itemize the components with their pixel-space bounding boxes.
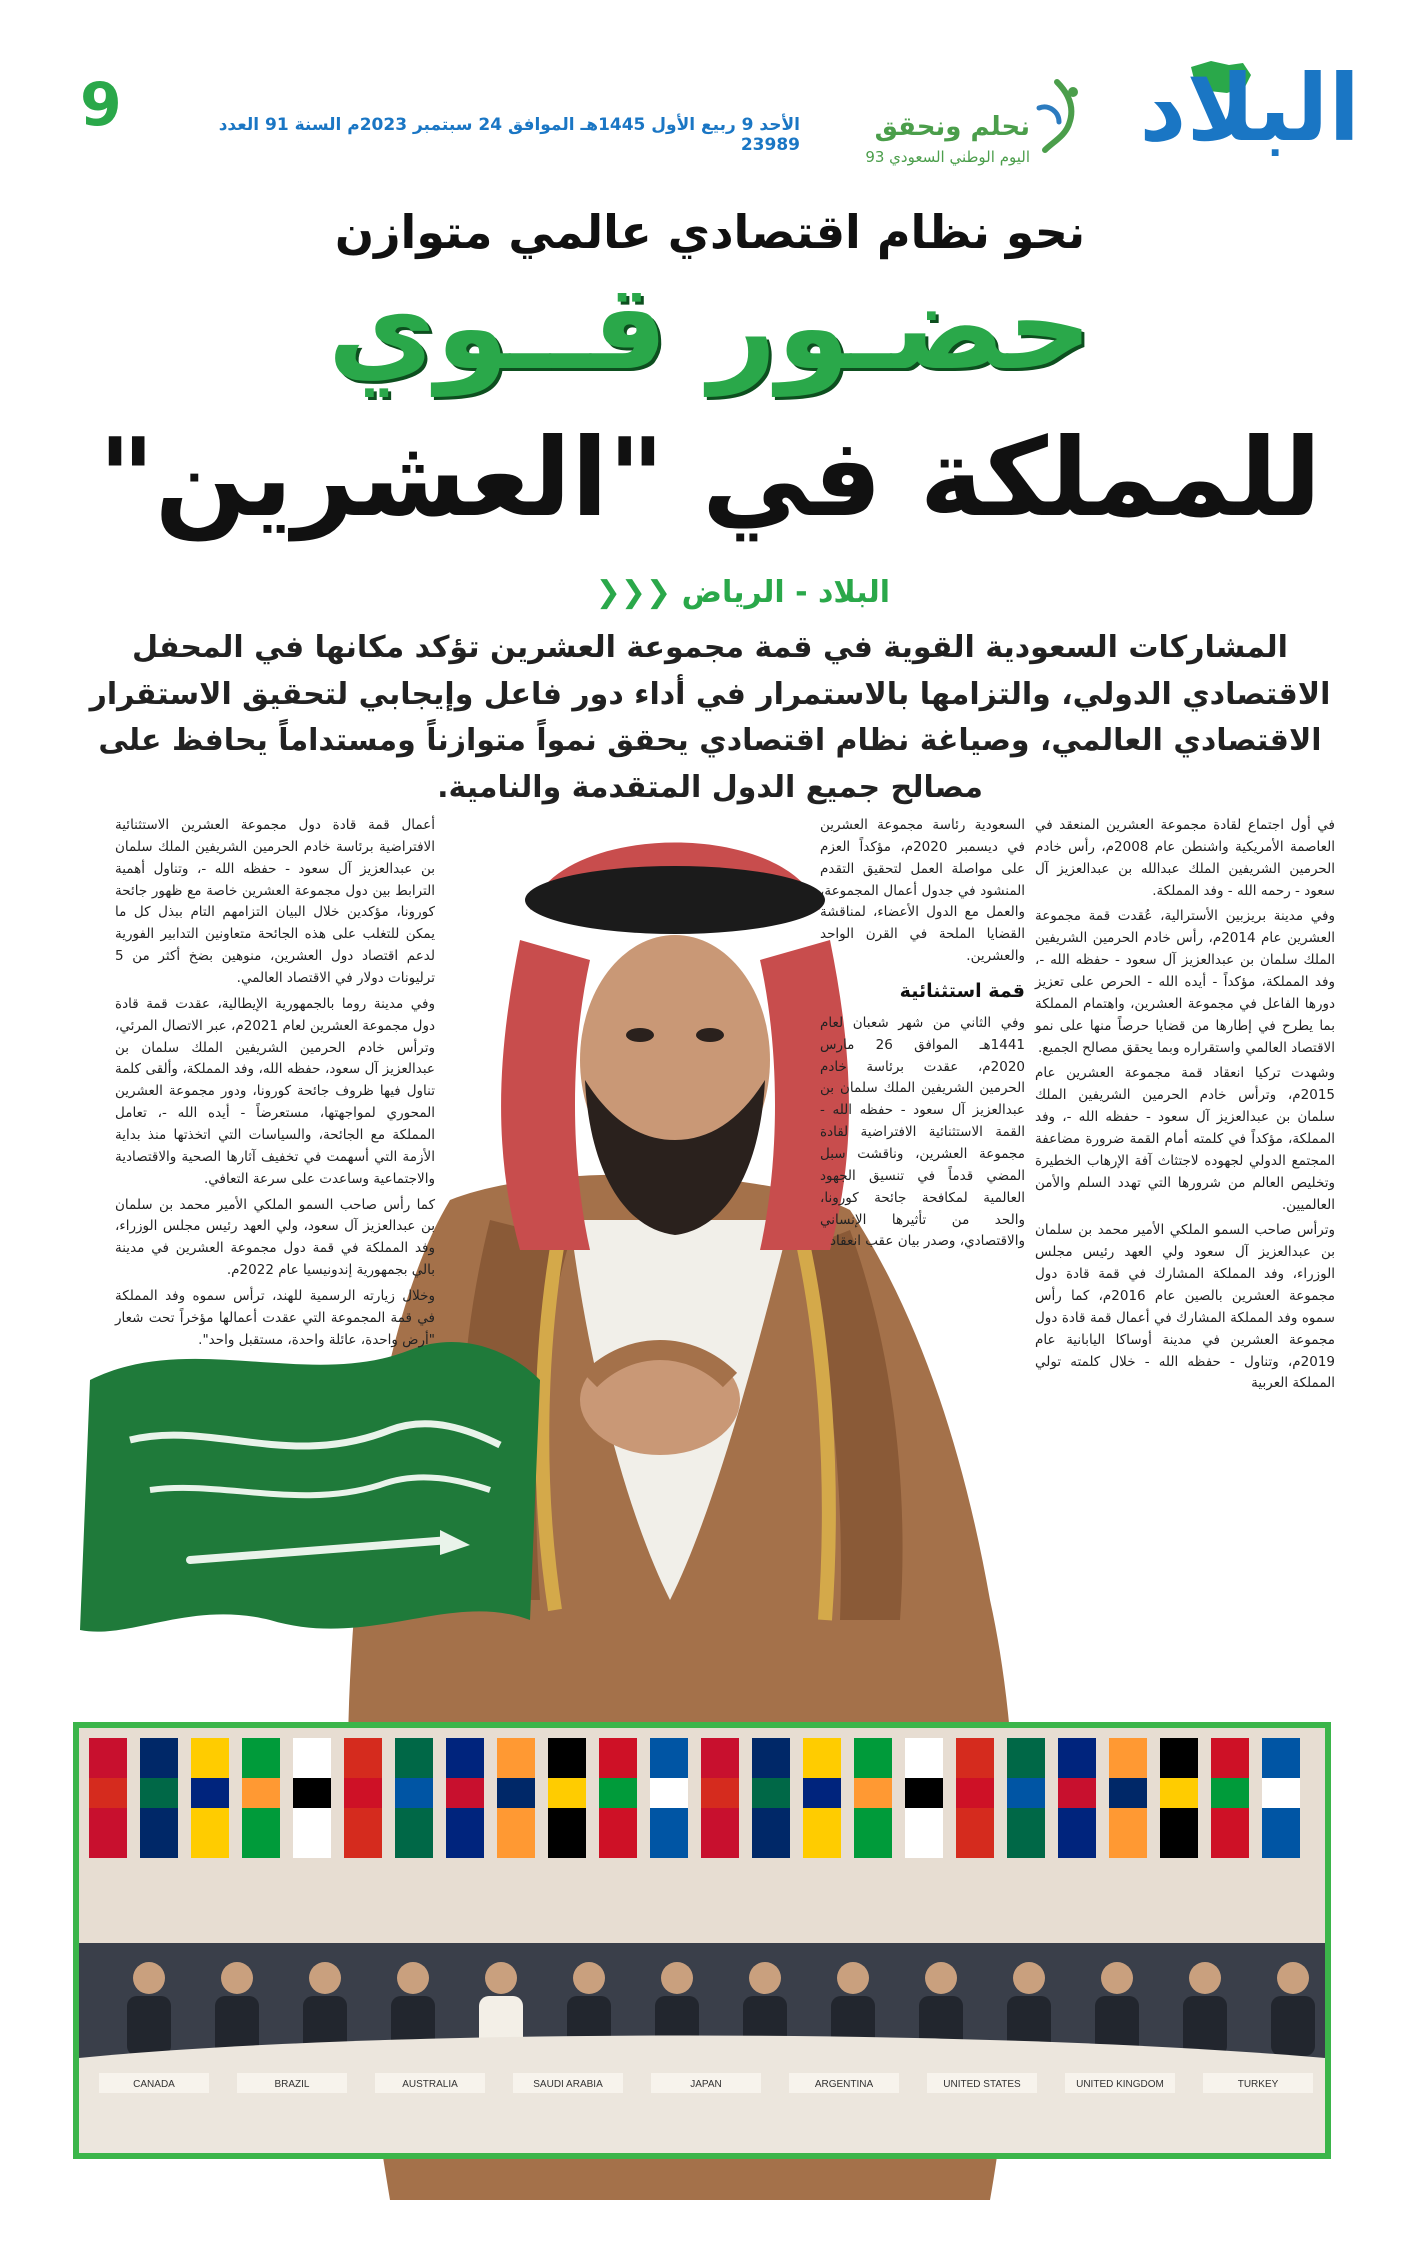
page-number: 9	[80, 70, 122, 140]
country-placard-label: SAUDI ARABIA	[533, 2079, 603, 2090]
background-flag-stripe	[497, 1778, 535, 1808]
country-placard-label: UNITED KINGDOM	[1076, 2079, 1164, 2090]
background-flag-stripe	[1058, 1778, 1096, 1808]
paragraph: وفي مدينة روما بالجمهورية الإيطالية، عقدت قمة قادة دول مجموعة العشرين لعام 2021م، عبر الاتصال المرئي، وترأس خادم الحرمين الشريفين الملك سلمان بن عبدالعزيز آل سعود، حفظه الله، وفد المملكة، وألقى كلمة تناول فيها ظروف جائحة كورونا، ودور مجموعة العشرين المحوري لمواجهتها، مستعرضاً - أيده الله -، تعامل المملكة مع الجائحة، والسياسات التي اتخذتها منذ بداية الأزمة التي أسهمت في تخفيف آثارها الصحية والاقتصادية والاجتماعية وساعدت على سرعة التعافي.	[115, 995, 435, 1187]
country-placard	[651, 2073, 761, 2093]
delegate-head	[749, 1962, 781, 1994]
article-column-left	[115, 815, 435, 1356]
background-flag-stripe	[344, 1778, 382, 1808]
paragraph: وشهدت تركيا انعقاد قمة مجموعة العشرين عام 2015م، وترأس خادم الحرمين الشريفين الملك سلمان بن عبدالعزيز آل سعود - حفظه الله -، وفد المملكة، مؤكداً في كلمته أمام القمة ضرورة مضاعفة المجتمع الدولي لجهوده لاجتثاث آفة الإرهاب الخطيرة وتخليص العالم من شرورها التي تهدد السلم والأمن العالميين.	[1035, 1065, 1335, 1213]
paragraph: وفي الثاني من شهر شعبان لعام 1441هـ الموافق 26 مارس 2020م، عقدت برئاسة خادم الحرمين الشريفين الملك سلمان بن عبدالعزيز آل سعود - حفظه الله - القمة الاستثنائية الافتراضية لقادة مجموعة العشرين، وناقشت سبل المضي قدماً في تنسيق الجهود العالمية لمكافحة جائحة كورونا، والحد من تأثيرها الإنساني والاقتصادي، وصدر بيان عقب انعقاد	[820, 1014, 1025, 1250]
delegate-head	[1013, 1962, 1045, 1994]
background-flag-stripe	[1262, 1778, 1300, 1808]
background-flag-stripe	[1007, 1778, 1045, 1808]
article-column-middle	[820, 815, 1025, 1257]
lead-paragraph: المشاركات السعودية القوية في قمة مجموعة العشرين تؤكد مكانها في المحفل الاقتصادي الدولي، والتزامها بالاستمرار في أداء دور فاعل وإيجابي لتحقيق الاستقرار الاقتصادي العالمي، وصياغة نظام اقتصادي يحقق نمواً متوازناً ومستداماً يحافظ على مصالح جميع الدول المتقدمة والنامية.	[89, 630, 1331, 805]
country-placard	[513, 2073, 623, 2093]
delegate-head	[221, 1962, 253, 1994]
background-flag-stripe	[599, 1778, 637, 1808]
background-flag-stripe	[446, 1778, 484, 1808]
headline-main: حضـور قــوي	[327, 258, 1093, 396]
country-placard	[1203, 2073, 1313, 2093]
delegate-head	[309, 1962, 341, 1994]
country-placard	[375, 2073, 485, 2093]
paragraph: السعودية رئاسة مجموعة العشرين في ديسمبر 2020م، مؤكداً العزم على مواصلة العمل لتحقيق التقدم المنشود في جدول أعمال المجموعة، والعمل مع الدول الأعضاء، لمناقشة القضايا الملحة في القرن الواحد والعشرين.	[820, 817, 1025, 965]
background-flag-stripe	[752, 1778, 790, 1808]
country-placard-label: BRAZIL	[274, 2079, 310, 2090]
country-placard-label: ARGENTINA	[814, 2079, 874, 2090]
summit-scene	[79, 1728, 1325, 2153]
background-flag-stripe	[803, 1778, 841, 1808]
background-flag-stripe	[701, 1778, 739, 1808]
background-flag-stripe	[854, 1778, 892, 1808]
delegate-body	[1183, 1996, 1227, 2056]
delegate-head	[661, 1962, 693, 1994]
national-day-logo	[825, 70, 1085, 170]
country-placard	[237, 2073, 347, 2093]
country-placard-label: CANADA	[133, 2079, 175, 2090]
delegate-head	[133, 1962, 165, 1994]
delegate-head	[485, 1962, 517, 1994]
background-flag-stripe	[140, 1778, 178, 1808]
delegate-head	[573, 1962, 605, 1994]
paragraph: وترأس صاحب السمو الملكي الأمير محمد بن سلمان بن عبدالعزيز آل سعود ولي العهد رئيس مجلس الوزراء، وفد المملكة المشارك في قمة قادة دول مجموعة العشرين بالصين عام 2016م، كما رأس سموه وفد المملكة المشارك في أعمال قمة قادة دول مجموعة العشرين في مدينة أوساكا اليابانية عام 2019م، وتناول - حفظه الله - خلال كلمته تولي المملكة العربية	[1035, 1222, 1335, 1392]
background-flag-stripe	[1211, 1778, 1249, 1808]
newspaper-name: البلاد	[1139, 55, 1360, 162]
delegate-head	[925, 1962, 957, 1994]
background-flag-stripe	[89, 1778, 127, 1808]
delegate-body	[127, 1996, 171, 2056]
background-flag-stripe	[191, 1778, 229, 1808]
background-flag-stripe	[650, 1778, 688, 1808]
background-flag-stripe	[548, 1778, 586, 1808]
delegate-body	[1271, 1996, 1315, 2056]
background-flag-stripe	[1160, 1778, 1198, 1808]
background-flag-stripe	[1109, 1778, 1147, 1808]
country-placard	[927, 2073, 1037, 2093]
background-flag-stripe	[395, 1778, 433, 1808]
country-placard-label: UNITED STATES	[943, 2079, 1021, 2090]
headline-sub: للمملكة في "العشرين"	[98, 416, 1322, 541]
byline-text: البلاد - الرياض	[681, 575, 890, 610]
paragraph: وخلال زيارته الرسمية للهند، ترأس سموه وفد المملكة في قمة المجموعة التي عقدت أعمالها مؤخراً تحت شعار "أرض واحدة، عائلة واحدة، مستقبل واحد".	[115, 1288, 435, 1348]
newspaper-logo	[1110, 55, 1370, 180]
national-day-slogan: نحلم ونحقق	[874, 112, 1030, 142]
paragraph: كما رأس صاحب السمو الملكي الأمير محمد بن سلمان بن عبدالعزيز آل سعود، ولي العهد رئيس مجلس الوزراء، وفد المملكة في قمة دول مجموعة العشرين في مدينة بالي بجمهورية إندونيسيا عام 2022م.	[115, 1196, 435, 1279]
background-flag-stripe	[242, 1778, 280, 1808]
national-day-mark-icon	[1029, 78, 1085, 158]
national-day-subtitle: اليوم الوطني السعودي 93	[865, 148, 1030, 166]
paragraph: وفي مدينة بريزبين الأسترالية، عُقدت قمة مجموعة العشرين عام 2014م، رأس خادم الحرمين الشريفين الملك سلمان بن عبدالعزيز آل سعود - حفظه الله -، وفد المملكة، مؤكداً - أيده الله - الحرص على تعزيز دورها الفاعل في مجموعة العشرين، واهتمام المملكة بما يطرح في إطارها من قضايا حرصاً منها على نمو الاقتصاد العالمي واستقراره وبما يحقق مصالح الجميع.	[1035, 908, 1335, 1056]
delegate-head	[1277, 1962, 1309, 1994]
g20-summit-photo	[73, 1722, 1331, 2159]
dateline: الأحد 9 ربيع الأول 1445هـ الموافق 24 سبتمبر 2023م السنة 91 العدد 23989	[218, 115, 800, 155]
country-placard	[99, 2073, 209, 2093]
country-placard-label: JAPAN	[690, 2079, 722, 2090]
country-placard	[1065, 2073, 1175, 2093]
paragraph: أعمال قمة قادة دول مجموعة العشرين الاستثنائية الافتراضية برئاسة خادم الحرمين الشريفين الملك سلمان بن عبدالعزيز آل سعود - حفظه الله -، وتناول أهمية الترابط بين دول مجموعة العشرين خاصة مع ظهور جائحة كورونا، مؤكدين خلال البيان التزامهم التام ببذل كل ما يمكن للتغلب على هذه الجائحة متعاونين التدابير الفورية لدعم اقتصاد دول العشرين، منوهين بضخ أكثر من 5 ترليونات دولار في الاقتصاد العالمي.	[115, 817, 435, 987]
delegate-head	[397, 1962, 429, 1994]
saudi-flag-icon	[70, 1320, 550, 1670]
headline-kicker: نحو نظام اقتصادي عالمي متوازن	[334, 205, 1086, 259]
background-flag-stripe	[905, 1778, 943, 1808]
paragraph: في أول اجتماع لقادة مجموعة العشرين المنعقد في العاصمة الأمريكية واشنطن عام 2008م، رأس خادم الحرمين الشريفين الملك عبدالله بن عبدالعزيز آل سعود - رحمه الله - وفد المملكة.	[1035, 817, 1335, 899]
arrows-icon: ❮❮❮	[595, 575, 672, 610]
delegate-head	[837, 1962, 869, 1994]
background-flag-stripe	[293, 1778, 331, 1808]
delegate-head	[1101, 1962, 1133, 1994]
byline	[520, 575, 890, 610]
country-placard-label: AUSTRALIA	[402, 2079, 458, 2090]
section-subhead: قمة استثنائية	[899, 980, 1025, 1003]
country-placard	[789, 2073, 899, 2093]
article-column-right	[1035, 815, 1335, 1399]
background-flag-stripe	[956, 1778, 994, 1808]
delegate-head	[1189, 1962, 1221, 1994]
country-placard-label: TURKEY	[1237, 2079, 1279, 2090]
